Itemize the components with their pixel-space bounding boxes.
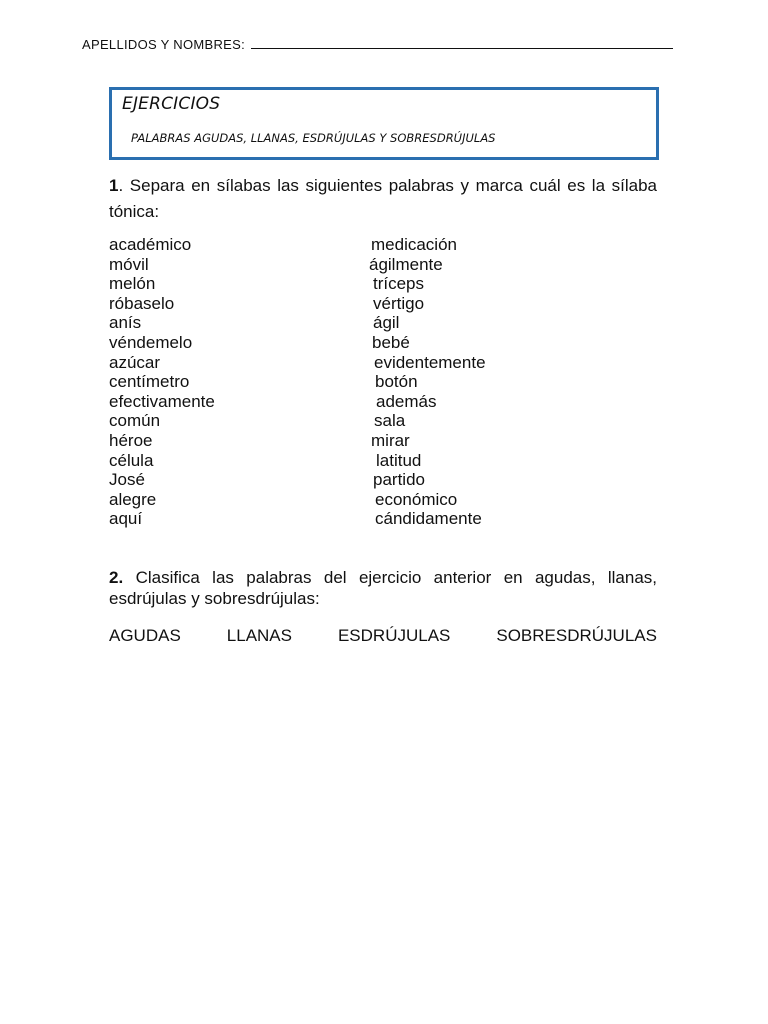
word-item: aquí: [109, 509, 143, 529]
word-item: sala: [374, 411, 406, 431]
word-item: botón: [375, 372, 418, 392]
column-header-agudas: AGUDAS: [109, 626, 181, 645]
title-box: [109, 87, 659, 160]
word-item: héroe: [109, 430, 153, 450]
word-item: célula: [109, 450, 154, 470]
word-item: además: [376, 391, 437, 411]
word-item: académico: [109, 235, 192, 254]
word-item: azúcar: [109, 352, 161, 372]
word-item: melón: [109, 274, 156, 294]
word-item: ágil: [373, 313, 400, 333]
word-item: alegre: [109, 489, 157, 509]
word-item: José: [109, 470, 145, 490]
word-item: ágilmente: [369, 254, 443, 274]
classification-headers: [109, 626, 657, 646]
word-list-right: [369, 235, 486, 529]
word-item: evidentemente: [374, 352, 486, 372]
word-item: partido: [373, 470, 425, 490]
name-blank-line[interactable]: [251, 36, 673, 49]
column-header-sobresdrujulas: SOBRESDRÚJULAS: [496, 626, 657, 645]
word-item: efectivamente: [109, 391, 215, 411]
word-item: móvil: [109, 254, 149, 274]
column-header-llanas: LLANAS: [226, 626, 292, 645]
exercise-2-prompt: [109, 567, 657, 609]
word-item: tríceps: [373, 274, 425, 294]
word-item: vértigo: [373, 293, 425, 313]
word-item: anís: [109, 313, 142, 333]
name-field: [82, 36, 682, 52]
word-item: róbaselo: [109, 293, 175, 313]
exercise-2-number: 2.: [109, 568, 124, 587]
section-title: EJERCICIOS: [122, 94, 221, 114]
word-item: económico: [375, 489, 458, 509]
column-header-esdrujulas: ESDRÚJULAS: [337, 626, 451, 645]
section-subtitle: PALABRAS AGUDAS, LLANAS, ESDRÚJULAS Y SOBRESDRÚJULAS: [131, 131, 496, 145]
word-item: véndemelo: [109, 332, 193, 352]
word-item: bebé: [372, 332, 410, 352]
exercise-1-prompt: [109, 173, 657, 225]
word-item: mirar: [371, 430, 410, 450]
name-label: APELLIDOS Y NOMBRES:: [82, 37, 246, 52]
word-item: medicación: [371, 235, 457, 254]
word-item: cándidamente: [375, 509, 482, 529]
word-item: común: [109, 411, 161, 431]
exercise-2-text: Clasifica las palabras del ejercicio anterior en agudas, llanas, esdrújulas y sobresdrújulas:: [109, 568, 657, 608]
word-item: centímetro: [109, 372, 190, 392]
word-item: latitud: [376, 450, 422, 470]
exercise-1-number: 1: [109, 176, 119, 195]
exercise-1-text: . Separa en sílabas las siguientes palabras y marca cuál es la sílaba tónica:: [109, 176, 657, 221]
word-list-left: [109, 235, 215, 529]
